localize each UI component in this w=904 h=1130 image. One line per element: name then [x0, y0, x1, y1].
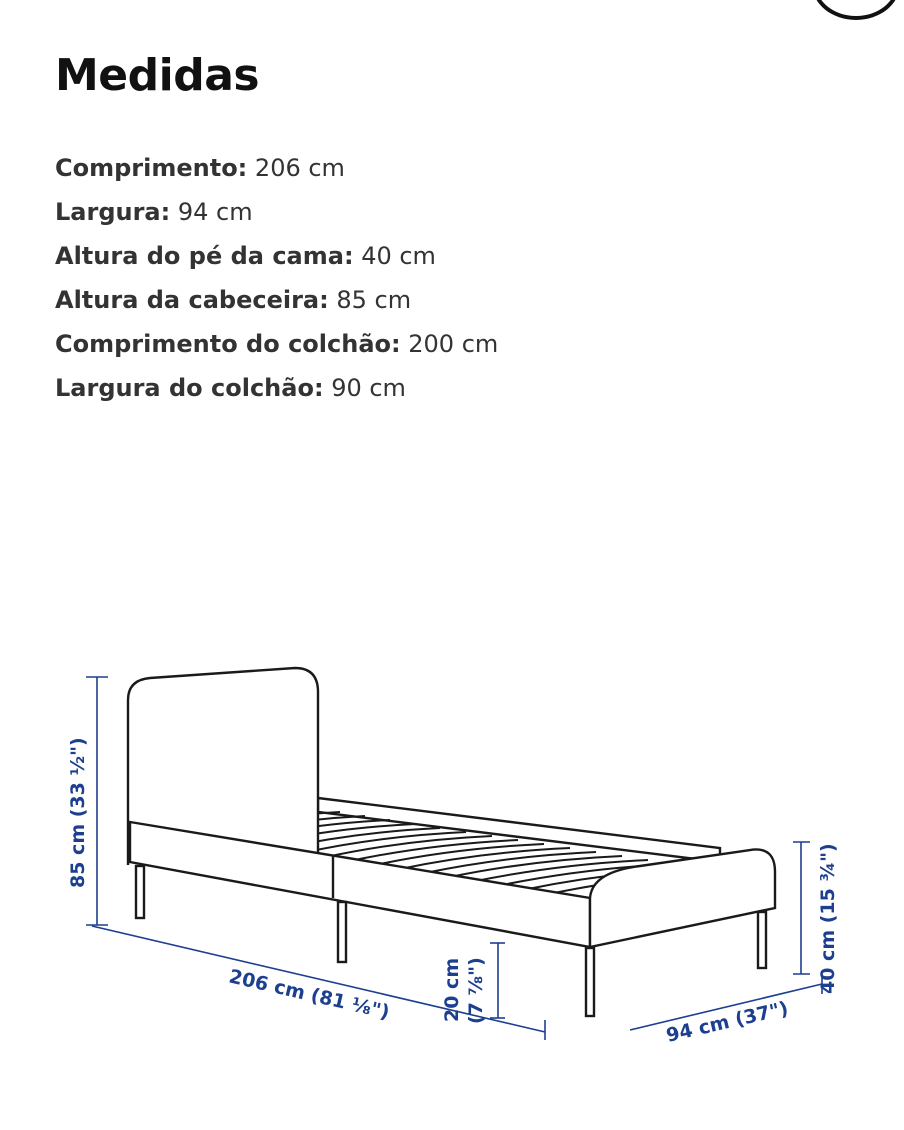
- clearance-label-line2: (7 ⅞"): [465, 957, 487, 1024]
- close-button[interactable]: [812, 0, 900, 20]
- measurement-label: Largura:: [55, 198, 171, 226]
- footboard-height-label: 40 cm (15 ¾"): [817, 843, 839, 994]
- bed-dimension-diagram: [0, 640, 904, 1060]
- measurement-row-length: [55, 148, 498, 192]
- measurement-value: 200 cm: [408, 330, 499, 358]
- measurement-label: Largura do colchão:: [55, 374, 324, 402]
- measurement-value: 40 cm: [361, 242, 436, 270]
- measurement-label: Altura da cabeceira:: [55, 286, 329, 314]
- measurement-row-headboard-height: [55, 280, 498, 324]
- measurement-row-width: [55, 192, 498, 236]
- measurements-list: [55, 148, 498, 412]
- headboard-height-label: 85 cm (33 ½"): [67, 737, 89, 888]
- clearance-label-line1: 20 cm: [441, 957, 463, 1022]
- measurement-row-mattress-width: [55, 368, 498, 412]
- measurement-label: Comprimento do colchão:: [55, 330, 401, 358]
- measurement-label: Comprimento:: [55, 154, 248, 182]
- measurement-value: 90 cm: [331, 374, 406, 402]
- measurement-row-footboard-height: [55, 236, 498, 280]
- measurement-label: Altura do pé da cama:: [55, 242, 354, 270]
- measurement-value: 85 cm: [336, 286, 412, 314]
- measurement-value: 206 cm: [254, 154, 345, 182]
- measurement-value: 94 cm: [177, 198, 253, 226]
- page-title: Medidas: [55, 50, 260, 101]
- measurement-row-mattress-length: [55, 324, 498, 368]
- length-label: 206 cm (81 ⅛"): [226, 965, 392, 1024]
- width-label: 94 cm (37"): [664, 997, 791, 1047]
